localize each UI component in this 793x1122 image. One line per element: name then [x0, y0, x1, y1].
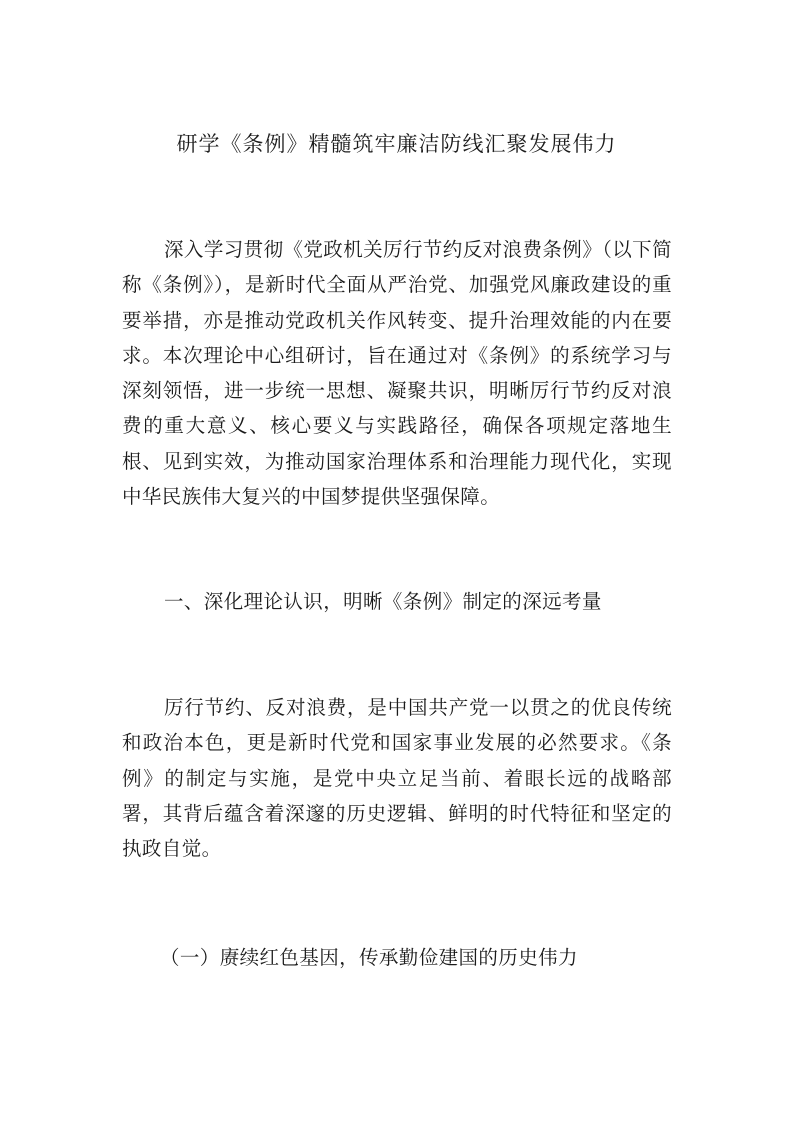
intro-paragraph: 深入学习贯彻《党政机关厉行节约反对浪费条例》（以下简称《条例》），是新时代全面从严治党、加强党风廉政建设的重要举措，亦是推动党政机关作风转变、提升治理效能的内在要求。本次理论中心组研讨，旨在通过对《条例》的系统学习与深刻领悟，进一步统一思想、凝聚共识，明晰厉行节约反对浪费的重大意义、核心要义与实践路径，确保各项规定落地生根、见到实效，为推动国家治理体系和治理能力现代化，实现中华民族伟大复兴的中国梦提供坚强保障。 — [122, 238, 672, 509]
subsection-heading-1: （一）赓续红色基因，传承勤俭建国的历史伟力 — [160, 946, 578, 969]
section-heading-1: 一、深化理论认识，明晰《条例》制定的深远考量 — [164, 590, 602, 613]
section-1-paragraph: 厉行节约、反对浪费，是中国共产党一以贯之的优良传统和政治本色，更是新时代党和国家事业发展的必然要求。《条例》的制定与实施，是党中央立足当前、着眼长远的战略部署，其背后蕴含着深邃的历史逻辑、鲜明的时代特征和坚定的执政自觉。 — [122, 696, 672, 861]
document-title: 研学《条例》精髓筑牢廉洁防线汇聚发展伟力 — [176, 132, 617, 156]
